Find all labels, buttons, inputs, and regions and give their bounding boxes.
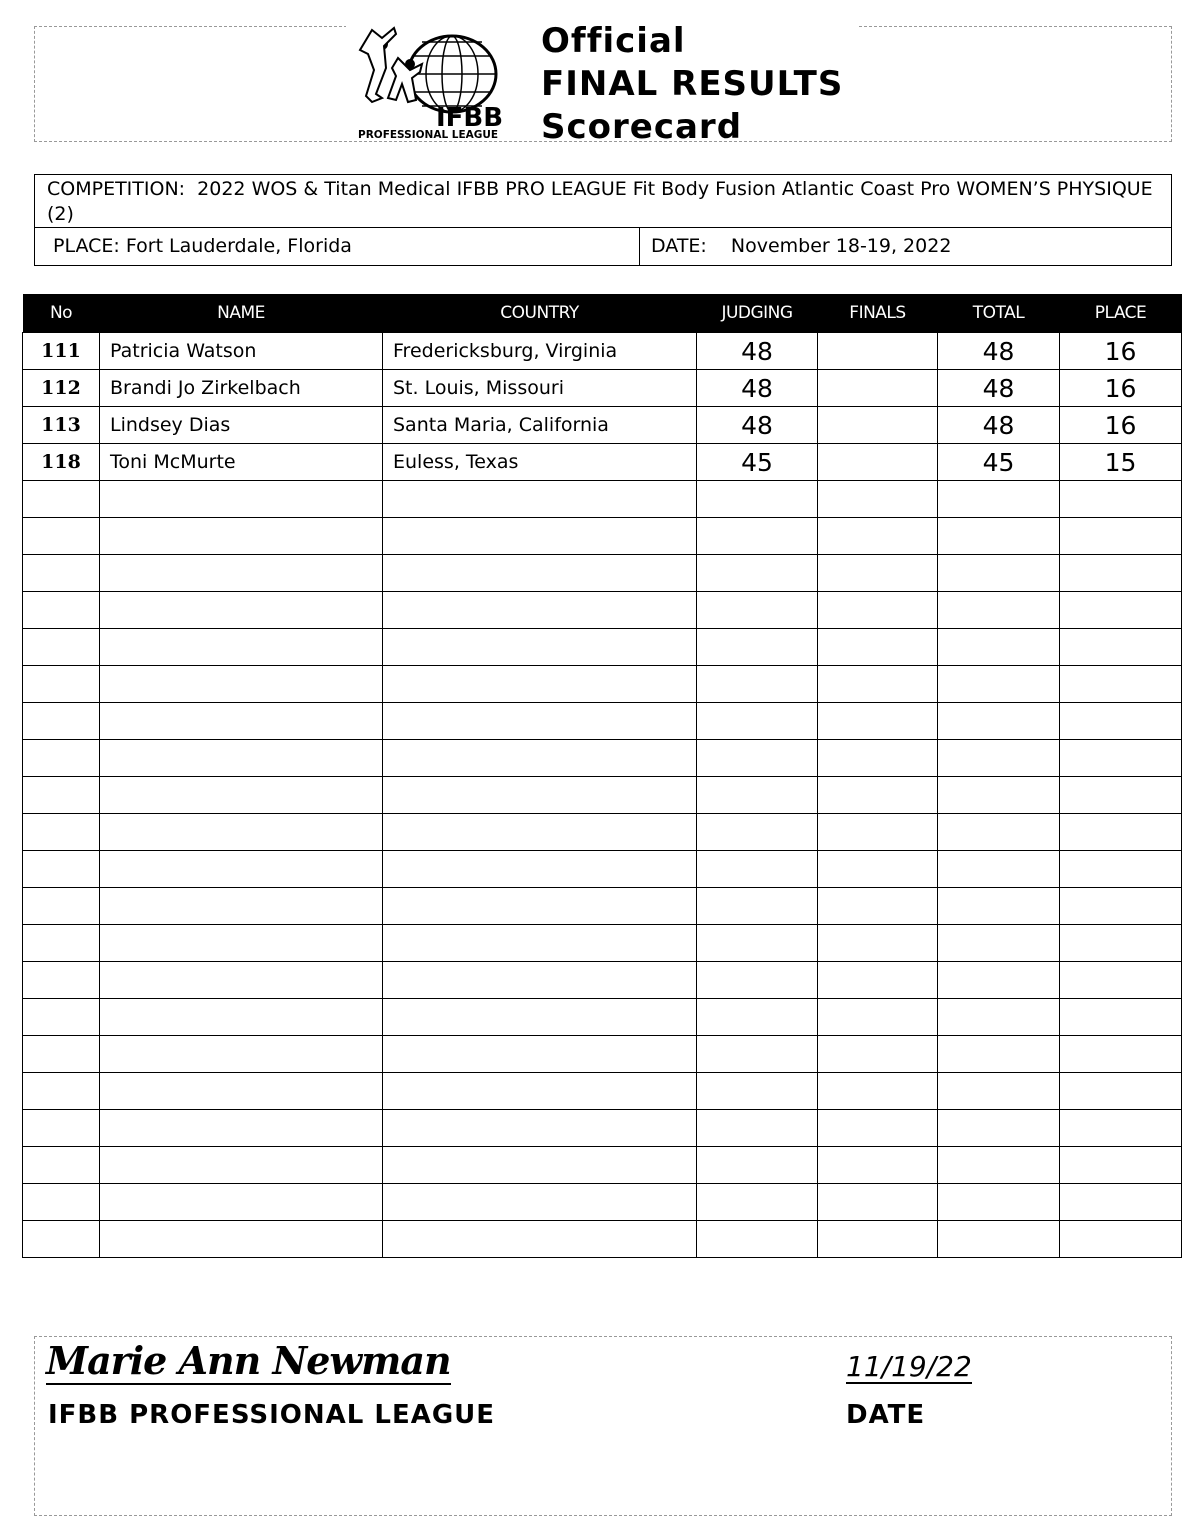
empty-cell [697, 592, 818, 629]
cell-no: 113 [23, 407, 100, 444]
empty-cell [697, 777, 818, 814]
empty-cell [1060, 1110, 1182, 1147]
empty-cell [100, 814, 383, 851]
table-row [23, 444, 1182, 481]
empty-cell [938, 1073, 1060, 1110]
date-field [651, 235, 951, 257]
empty-cell [383, 666, 697, 703]
cell-name: Patricia Watson [100, 333, 383, 370]
empty-row [23, 925, 1182, 962]
title-line-official: Official [541, 21, 686, 61]
empty-cell [100, 1184, 383, 1221]
place-label: PLACE: [53, 235, 120, 257]
empty-row [23, 703, 1182, 740]
empty-cell [818, 1036, 938, 1073]
empty-cell [383, 1184, 697, 1221]
empty-cell [1060, 1184, 1182, 1221]
empty-cell [100, 555, 383, 592]
empty-cell [383, 1073, 697, 1110]
empty-cell [697, 814, 818, 851]
empty-cell [938, 1184, 1060, 1221]
empty-cell [818, 592, 938, 629]
table-row [23, 370, 1182, 407]
empty-cell [1060, 1073, 1182, 1110]
empty-cell [1060, 962, 1182, 999]
empty-cell [697, 1221, 818, 1258]
empty-cell [100, 666, 383, 703]
empty-cell [1060, 481, 1182, 518]
empty-cell [938, 1147, 1060, 1184]
empty-cell [23, 1036, 100, 1073]
empty-cell [1060, 629, 1182, 666]
empty-cell [938, 481, 1060, 518]
empty-cell [818, 1073, 938, 1110]
signature-date: 11/19/22 [846, 1350, 972, 1383]
empty-cell [1060, 851, 1182, 888]
empty-cell [383, 962, 697, 999]
empty-cell [100, 740, 383, 777]
empty-cell [818, 703, 938, 740]
empty-cell [1060, 592, 1182, 629]
empty-cell [383, 925, 697, 962]
empty-row [23, 814, 1182, 851]
empty-cell [697, 1147, 818, 1184]
empty-cell [100, 851, 383, 888]
cell-no: 111 [23, 333, 100, 370]
empty-cell [697, 888, 818, 925]
empty-cell [383, 851, 697, 888]
empty-cell [697, 666, 818, 703]
empty-cell [938, 703, 1060, 740]
empty-cell [818, 925, 938, 962]
empty-cell [1060, 666, 1182, 703]
empty-row [23, 999, 1182, 1036]
empty-cell [1060, 555, 1182, 592]
cell-country: Santa Maria, California [383, 407, 697, 444]
empty-cell [818, 555, 938, 592]
cell-finals [818, 333, 938, 370]
logo-text: IFBB [436, 103, 504, 133]
empty-row [23, 592, 1182, 629]
cell-judging: 48 [697, 407, 818, 444]
empty-cell [23, 555, 100, 592]
cell-country: Euless, Texas [383, 444, 697, 481]
cell-name: Lindsey Dias [100, 407, 383, 444]
empty-cell [1060, 703, 1182, 740]
empty-cell [697, 1110, 818, 1147]
empty-cell [23, 1073, 100, 1110]
empty-cell [1060, 999, 1182, 1036]
logo-subtext: PROFESSIONAL LEAGUE [358, 129, 499, 141]
empty-cell [23, 740, 100, 777]
empty-cell [938, 814, 1060, 851]
empty-cell [100, 518, 383, 555]
empty-cell [818, 999, 938, 1036]
empty-cell [100, 1073, 383, 1110]
empty-row [23, 1221, 1182, 1258]
empty-cell [938, 740, 1060, 777]
empty-cell [23, 592, 100, 629]
title-line-scorecard: Scorecard [541, 107, 743, 147]
empty-cell [383, 481, 697, 518]
empty-row [23, 518, 1182, 555]
header-total: TOTAL [938, 294, 1060, 333]
empty-cell [697, 1073, 818, 1110]
ifbb-logo-icon [352, 24, 528, 142]
empty-cell [100, 962, 383, 999]
cell-country: Fredericksburg, Virginia [383, 333, 697, 370]
empty-cell [938, 777, 1060, 814]
empty-cell [100, 629, 383, 666]
empty-row [23, 888, 1182, 925]
header-judging: JUDGING [697, 294, 818, 333]
cell-total: 48 [938, 370, 1060, 407]
empty-row [23, 740, 1182, 777]
empty-cell [383, 814, 697, 851]
empty-cell [938, 1036, 1060, 1073]
empty-cell [100, 925, 383, 962]
empty-cell [23, 814, 100, 851]
empty-cell [818, 1110, 938, 1147]
header-no: No [23, 294, 100, 333]
empty-cell [938, 555, 1060, 592]
page-title [541, 20, 843, 149]
date-label: DATE: [651, 235, 707, 257]
header-place: PLACE [1060, 294, 1182, 333]
header-finals: FINALS [818, 294, 938, 333]
empty-cell [697, 740, 818, 777]
cell-total: 45 [938, 444, 1060, 481]
empty-cell [938, 518, 1060, 555]
empty-cell [100, 1036, 383, 1073]
league-label: IFBB PROFESSIONAL LEAGUE [48, 1400, 496, 1430]
empty-cell [1060, 888, 1182, 925]
empty-cell [938, 1221, 1060, 1258]
empty-cell [23, 1110, 100, 1147]
empty-cell [383, 1147, 697, 1184]
empty-cell [818, 814, 938, 851]
competition-line [47, 177, 1157, 227]
empty-cell [938, 592, 1060, 629]
empty-cell [818, 518, 938, 555]
header-name: NAME [100, 294, 383, 333]
empty-cell [100, 1147, 383, 1184]
table-row [23, 333, 1182, 370]
empty-row [23, 1147, 1182, 1184]
header-country: COUNTRY [383, 294, 697, 333]
footer-date-label: DATE [846, 1400, 926, 1430]
empty-cell [100, 481, 383, 518]
empty-cell [938, 666, 1060, 703]
empty-cell [23, 703, 100, 740]
empty-row [23, 629, 1182, 666]
empty-cell [818, 1184, 938, 1221]
place-date-row [35, 227, 1171, 266]
empty-cell [697, 481, 818, 518]
results-table [22, 294, 1182, 1258]
empty-cell [697, 629, 818, 666]
empty-cell [23, 1184, 100, 1221]
empty-row [23, 1184, 1182, 1221]
empty-cell [383, 740, 697, 777]
empty-row [23, 666, 1182, 703]
place-value: Fort Lauderdale, Florida [125, 235, 352, 257]
info-divider [639, 228, 640, 266]
empty-cell [100, 703, 383, 740]
empty-cell [23, 518, 100, 555]
empty-cell [818, 629, 938, 666]
cell-total: 48 [938, 407, 1060, 444]
empty-cell [383, 1221, 697, 1258]
empty-cell [697, 962, 818, 999]
cell-judging: 48 [697, 333, 818, 370]
empty-cell [938, 629, 1060, 666]
empty-row [23, 481, 1182, 518]
empty-cell [697, 518, 818, 555]
empty-cell [938, 999, 1060, 1036]
cell-finals [818, 370, 938, 407]
empty-cell [938, 851, 1060, 888]
empty-cell [697, 555, 818, 592]
empty-cell [818, 1221, 938, 1258]
empty-cell [383, 592, 697, 629]
empty-cell [383, 1110, 697, 1147]
cell-place: 16 [1060, 370, 1182, 407]
empty-cell [818, 777, 938, 814]
empty-cell [938, 1110, 1060, 1147]
empty-cell [23, 999, 100, 1036]
empty-cell [100, 1221, 383, 1258]
empty-cell [1060, 1036, 1182, 1073]
empty-cell [23, 629, 100, 666]
empty-cell [697, 1184, 818, 1221]
empty-cell [938, 888, 1060, 925]
empty-cell [23, 888, 100, 925]
empty-cell [818, 666, 938, 703]
cell-place: 16 [1060, 333, 1182, 370]
empty-cell [383, 1036, 697, 1073]
empty-cell [1060, 925, 1182, 962]
cell-name: Toni McMurte [100, 444, 383, 481]
empty-cell [383, 888, 697, 925]
empty-cell [938, 962, 1060, 999]
empty-cell [1060, 1221, 1182, 1258]
cell-finals [818, 407, 938, 444]
table-header-row [23, 294, 1182, 333]
empty-cell [818, 1147, 938, 1184]
empty-cell [100, 1110, 383, 1147]
empty-cell [1060, 518, 1182, 555]
cell-no: 112 [23, 370, 100, 407]
empty-cell [23, 1147, 100, 1184]
cell-judging: 45 [697, 444, 818, 481]
empty-row [23, 962, 1182, 999]
empty-cell [23, 851, 100, 888]
empty-cell [818, 962, 938, 999]
empty-cell [818, 481, 938, 518]
empty-cell [1060, 740, 1182, 777]
competition-label: COMPETITION: [47, 178, 186, 200]
competition-value: 2022 WOS & Titan Medical IFBB PRO LEAGUE Fit Body Fusion Atlantic Coast Pro WOMEN’S PHYSIQUE (2) [47, 178, 1153, 225]
empty-cell [818, 851, 938, 888]
empty-cell [100, 777, 383, 814]
empty-cell [23, 666, 100, 703]
empty-cell [23, 962, 100, 999]
signature: Marie Ann Newman [46, 1338, 451, 1383]
empty-cell [818, 888, 938, 925]
empty-cell [1060, 1147, 1182, 1184]
empty-cell [697, 851, 818, 888]
empty-cell [697, 1036, 818, 1073]
cell-no: 118 [23, 444, 100, 481]
empty-row [23, 851, 1182, 888]
empty-cell [938, 925, 1060, 962]
empty-cell [697, 999, 818, 1036]
cell-finals [818, 444, 938, 481]
empty-row [23, 555, 1182, 592]
empty-cell [383, 777, 697, 814]
empty-cell [697, 703, 818, 740]
empty-cell [383, 999, 697, 1036]
title-line-final-results: FINAL RESULTS [541, 64, 844, 104]
table-row [23, 407, 1182, 444]
empty-cell [383, 518, 697, 555]
empty-cell [383, 555, 697, 592]
empty-cell [1060, 814, 1182, 851]
empty-cell [100, 888, 383, 925]
place-field [53, 235, 352, 257]
empty-cell [1060, 777, 1182, 814]
empty-cell [23, 481, 100, 518]
cell-judging: 48 [697, 370, 818, 407]
empty-cell [818, 740, 938, 777]
empty-row [23, 1110, 1182, 1147]
empty-row [23, 1036, 1182, 1073]
cell-place: 16 [1060, 407, 1182, 444]
empty-row [23, 777, 1182, 814]
empty-cell [100, 592, 383, 629]
empty-cell [100, 999, 383, 1036]
competition-info-box [34, 174, 1172, 266]
empty-cell [23, 1221, 100, 1258]
date-value: November 18-19, 2022 [730, 235, 952, 257]
cell-total: 48 [938, 333, 1060, 370]
empty-cell [383, 629, 697, 666]
empty-row [23, 1073, 1182, 1110]
empty-cell [23, 777, 100, 814]
empty-cell [383, 703, 697, 740]
cell-country: St. Louis, Missouri [383, 370, 697, 407]
cell-place: 15 [1060, 444, 1182, 481]
empty-cell [23, 925, 100, 962]
cell-name: Brandi Jo Zirkelbach [100, 370, 383, 407]
empty-cell [697, 925, 818, 962]
